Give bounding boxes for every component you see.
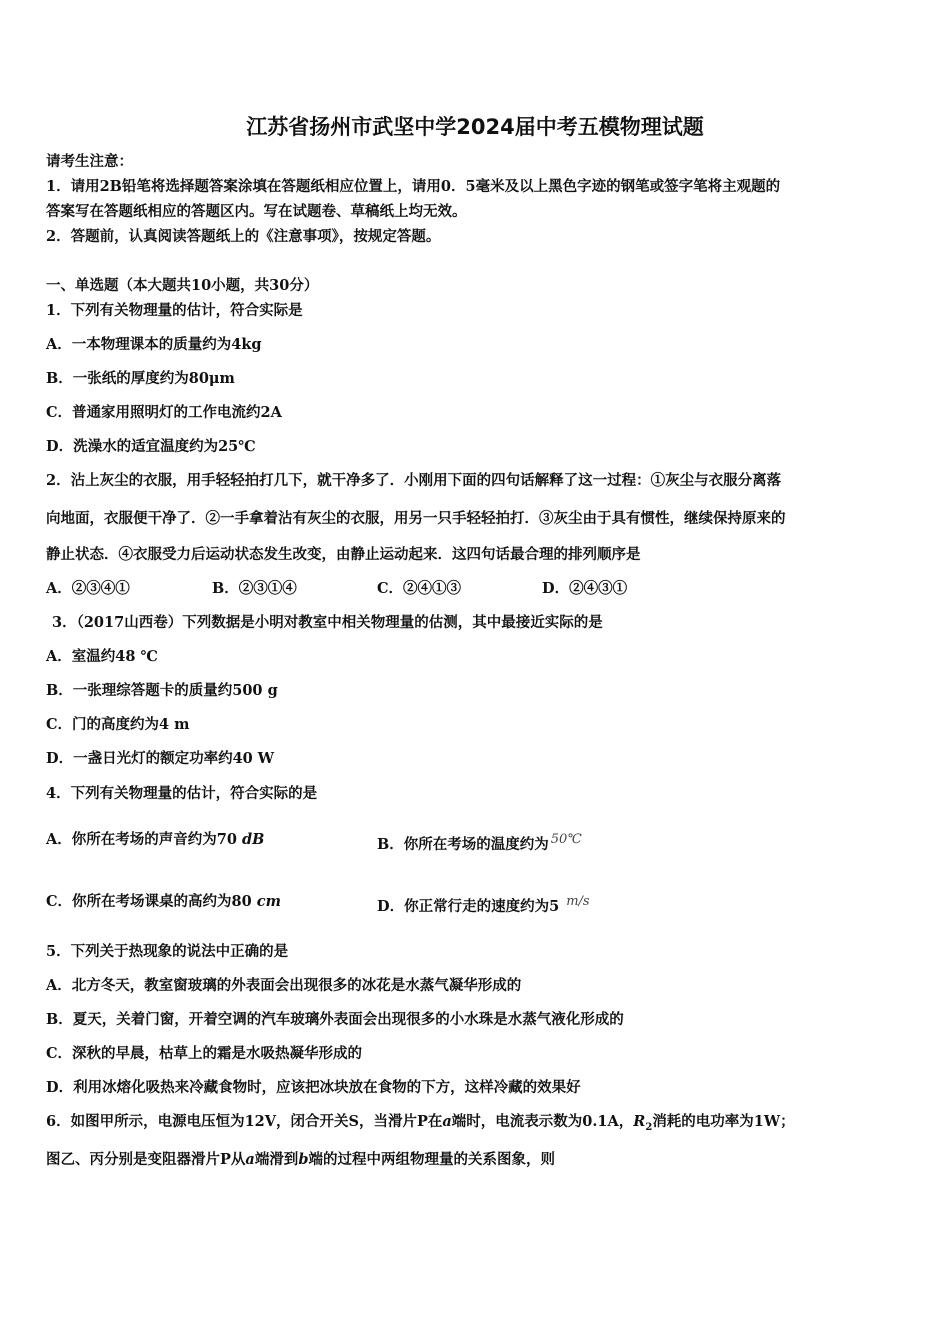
question-3-option-b: B．一张理综答题卡的质量约500 g <box>46 682 278 699</box>
question-1-option-d: D．洗澡水的适宜温度约为25℃ <box>46 438 256 455</box>
question-4-option-d <box>377 892 590 917</box>
page-title: 江苏省扬州市武坚中学2024届中考五模物理试题 <box>246 115 704 139</box>
question-6-text-1: 6．如图甲所示，电源电压恒为12V，闭合开关S，当滑片P在 <box>46 1113 443 1130</box>
question-4-option-b-text: B．你所在考场的温度约为 <box>377 836 549 853</box>
question-2-option-d: D．②④③① <box>542 580 628 597</box>
question-6-var-r: R <box>633 1113 646 1130</box>
question-4-option-a-text: A．你所在考场的声音约为70 <box>46 831 242 848</box>
question-3-stem: 3．（2017山西卷）下列数据是小明对教室中相关物理量的估测，其中最接近实际的是 <box>52 614 603 631</box>
question-4-option-d-unit: m/s <box>566 894 590 909</box>
question-5-option-b: B．夏天，关着门窗，开着空调的汽车玻璃外表面会出现很多的小水珠是水蒸气液化形成的 <box>46 1011 624 1028</box>
question-4-option-c-text: C．你所在考场课桌的高约为80 <box>46 893 257 910</box>
question-2-option-c: C．②④①③ <box>377 580 462 597</box>
question-6-var-a-2: a <box>245 1151 255 1168</box>
question-4-option-a-unit: dB <box>241 831 265 848</box>
question-6-text-5: 端滑到 <box>254 1151 299 1168</box>
question-6-text-4: 图乙、丙分别是变阻器滑片P从 <box>46 1151 246 1168</box>
notice-heading: 请考生注意： <box>46 153 133 170</box>
question-6-text-3: 消耗的电功率为1W； <box>652 1113 795 1130</box>
question-2-line-2: 向地面，衣服便干净了．②一手拿着沾有灰尘的衣服，用另一只手轻轻拍打．③灰尘由于具有惯性，继续保持原来的 <box>46 510 786 527</box>
question-6-text-2: 端时，电流表示数为0.1A， <box>451 1113 634 1130</box>
question-6-var-a: a <box>442 1113 452 1130</box>
question-4-option-c <box>46 892 281 912</box>
question-1-option-c: C．普通家用照明灯的工作电流约2A <box>46 404 282 421</box>
question-2-line-3: 静止状态．④衣服受力后运动状态发生改变，由静止运动起来．这四句话最合理的排列顺序是 <box>46 546 641 563</box>
question-6-var-b: b <box>298 1151 309 1168</box>
question-4-stem: 4．下列有关物理量的估计，符合实际的是 <box>46 785 318 802</box>
notice-line-1b: 答案写在答题纸相应的答题区内。写在试题卷、草稿纸上均无效。 <box>46 203 467 220</box>
question-1-stem: 1．下列有关物理量的估计，符合实际是 <box>46 302 303 319</box>
question-4-option-a <box>46 830 264 850</box>
notice-line-2: 2．答题前，认真阅读答题纸上的《注意事项》，按规定答题。 <box>46 228 441 245</box>
section-heading: 一、单选题（本大题共10小题，共30分） <box>46 277 319 294</box>
question-6-text-6: 端的过程中两组物理量的关系图象，则 <box>308 1151 555 1168</box>
question-3-option-c: C．门的高度约为4 m <box>46 716 190 733</box>
question-4-option-b-value: 50℃ <box>550 832 582 847</box>
question-5-option-c: C．深秋的早晨，枯草上的霜是水吸热凝华形成的 <box>46 1045 363 1062</box>
question-1-option-a: A．一本物理课本的质量约为4kg <box>46 336 262 353</box>
question-4-option-c-unit: cm <box>256 893 281 910</box>
question-4-option-d-text: D．你正常行走的速度约为5 <box>377 898 565 915</box>
question-4-option-b <box>377 830 582 855</box>
question-3-option-d: D．一盏日光灯的额定功率约40 W <box>46 750 275 767</box>
question-2-option-a: A．②③④① <box>46 580 130 597</box>
question-2-line-1: 2．沾上灰尘的衣服，用手轻轻拍打几下，就干净多了．小刚用下面的四句话解释了这一过程：①灰尘与衣服分离落 <box>46 472 782 489</box>
question-5-stem: 5．下列关于热现象的说法中正确的是 <box>46 943 289 960</box>
question-6-line-1 <box>46 1112 795 1138</box>
question-6-var-r-subscript: 2 <box>645 1121 653 1133</box>
question-3-option-a: A．室温约48 ℃ <box>46 648 158 665</box>
notice-line-1a: 1．请用2B铅笔将选择题答案涂填在答题纸相应位置上，请用0．5毫米及以上黑色字迹的钢笔或签字笔将主观题的 <box>46 178 781 195</box>
question-5-option-d: D．利用冰熔化吸热来冷藏食物时，应该把冰块放在食物的下方，这样冷藏的效果好 <box>46 1079 581 1096</box>
question-1-option-b: B．一张纸的厚度约为80μm <box>46 370 235 387</box>
question-5-option-a: A．北方冬天，教室窗玻璃的外表面会出现很多的冰花是水蒸气凝华形成的 <box>46 977 522 994</box>
question-6-line-2 <box>46 1150 555 1170</box>
question-2-option-b: B．②③①④ <box>212 580 297 597</box>
